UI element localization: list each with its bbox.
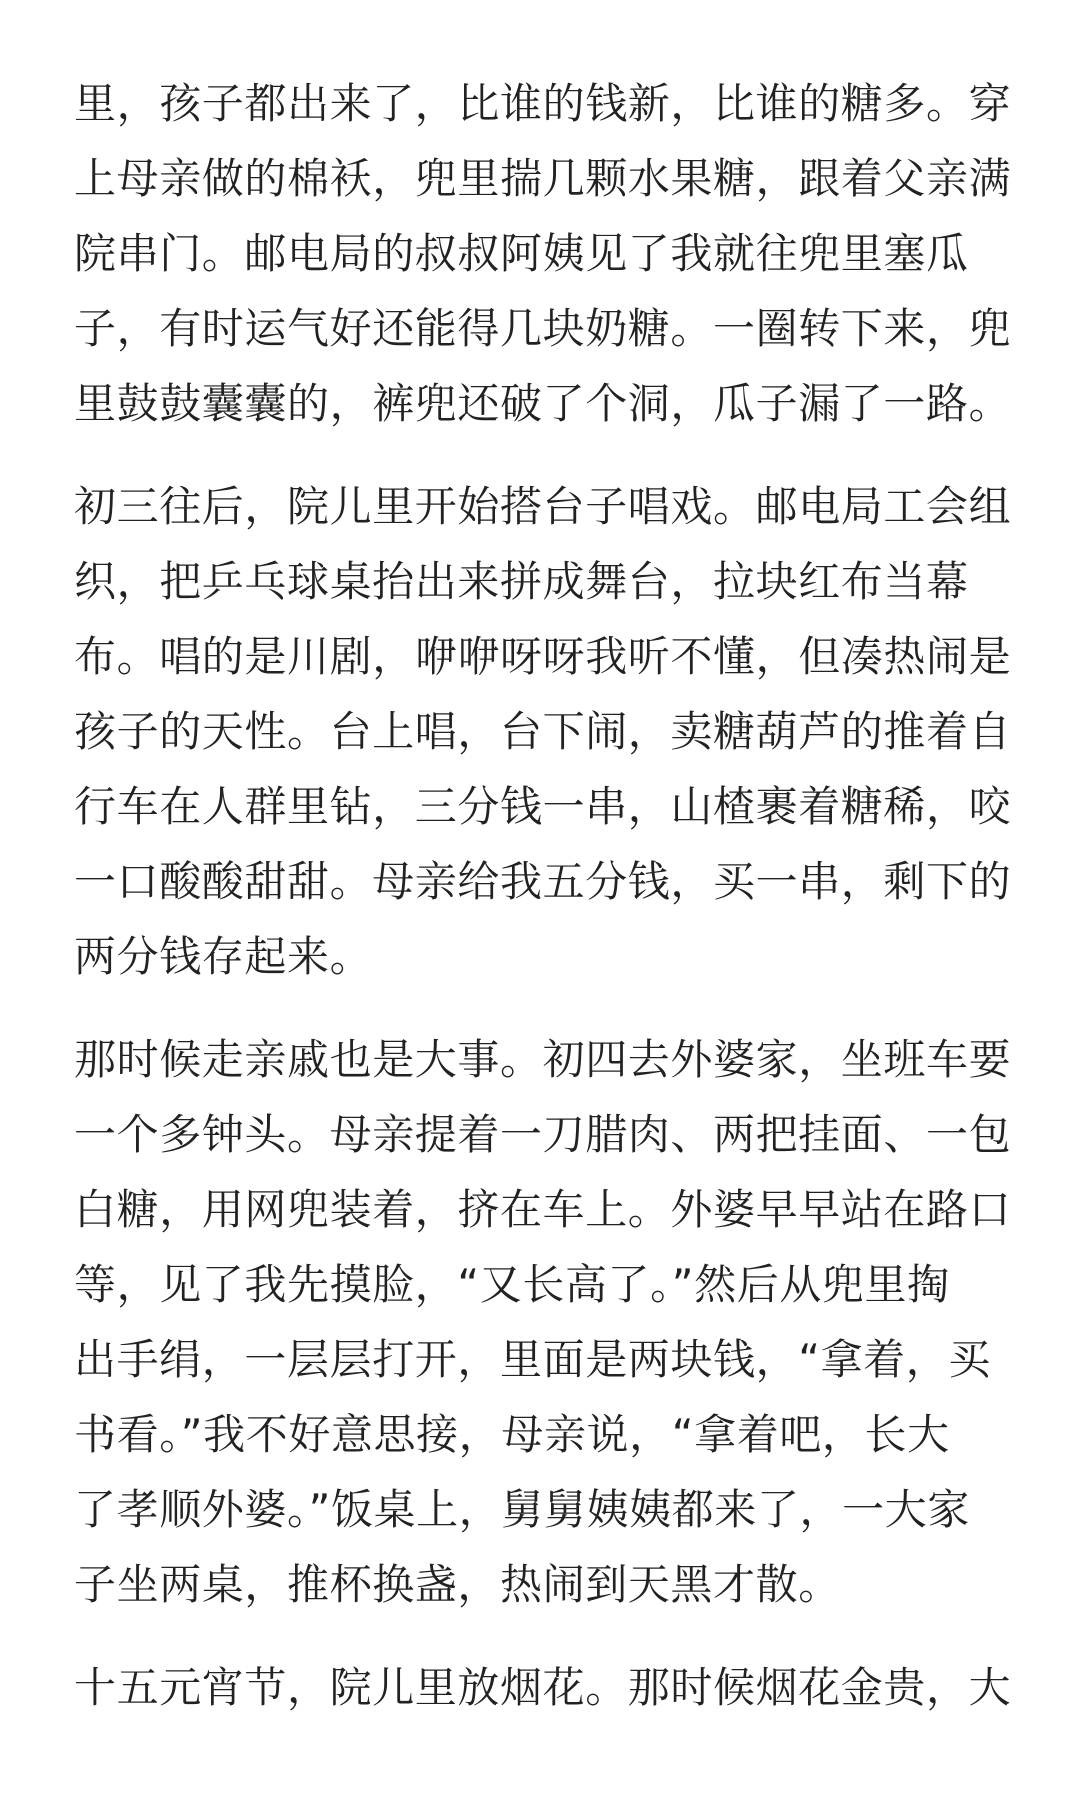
text-line: 里，孩子都出来了，比谁的钱新，比谁的糖多。穿	[74, 79, 1012, 128]
text-line: 等，见了我先摸脸，“又长高了。”然后从兜里掏	[74, 1260, 950, 1309]
text-line: 布。唱的是川剧，咿咿呀呀我听不懂，但凑热闹是	[74, 632, 1012, 681]
paragraph-1	[74, 66, 1020, 441]
text-line: 了孝顺外婆。”饭桌上，舅舅姨姨都来了，一大家	[74, 1485, 970, 1534]
text-line: 书看。”我不好意思接，母亲说，“拿着吧，长大	[74, 1410, 950, 1459]
text-line: 出手绢，一层层打开，里面是两块钱，“拿着，买	[74, 1335, 991, 1384]
text-line: 行车在人群里钻，三分钱一串，山楂裹着糖稀，咬	[74, 782, 1012, 831]
paragraph-2	[74, 469, 1020, 994]
text-line: 织，把乒乓球桌抬出来拼成舞台，拉块红布当幕	[74, 557, 969, 606]
text-line: 白糖，用网兜装着，挤在车上。外婆早早站在路口	[74, 1185, 1012, 1234]
text-line: 子坐两桌，推杯换盏，热闹到天黑才散。	[74, 1560, 841, 1609]
paragraph-4	[74, 1650, 1020, 1725]
paragraph-3	[74, 1022, 1020, 1622]
text-line: 子，有时运气好还能得几块奶糖。一圈转下来，兜	[74, 304, 1012, 353]
text-line: 孩子的天性。台上唱，台下闹，卖糖葫芦的推着自	[74, 707, 1012, 756]
text-line: 十五元宵节，院儿里放烟花。那时候烟花金贵，大	[74, 1663, 1012, 1712]
text-line: 一口酸酸甜甜。母亲给我五分钱，买一串，剩下的	[74, 857, 1012, 906]
text-line: 两分钱存起来。	[74, 932, 373, 981]
text-line: 那时候走亲戚也是大事。初四去外婆家，坐班车要	[74, 1035, 1012, 1084]
text-line: 上母亲做的棉袄，兜里揣几颗水果糖，跟着父亲满	[74, 154, 1012, 203]
text-line: 院串门。邮电局的叔叔阿姨见了我就往兜里塞瓜	[74, 229, 969, 278]
article-body	[74, 66, 1020, 1725]
text-line: 一个多钟头。母亲提着一刀腊肉、两把挂面、一包	[74, 1110, 1012, 1159]
text-line: 初三往后，院儿里开始搭台子唱戏。邮电局工会组	[74, 482, 1012, 531]
text-line: 里鼓鼓囊囊的，裤兜还破了个洞，瓜子漏了一路。	[74, 379, 1012, 428]
